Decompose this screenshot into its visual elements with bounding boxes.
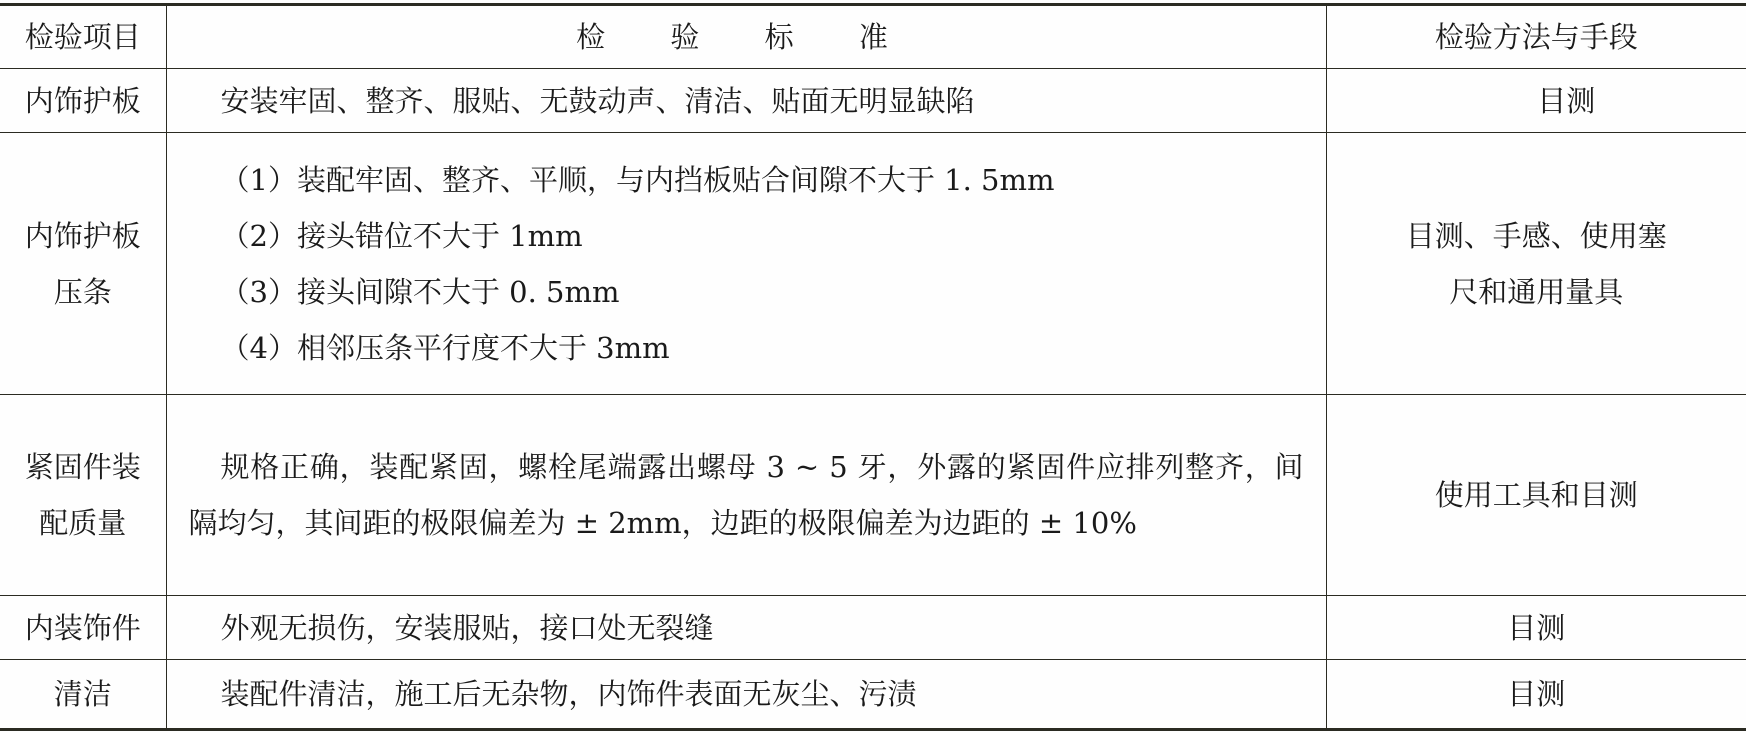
row-method-line: 目测、手感、使用塞 <box>1405 218 1667 253</box>
row-method: 使用工具和目测 <box>1326 395 1746 596</box>
table-header-row <box>0 5 1746 69</box>
row-method: 目测 <box>1326 660 1746 730</box>
standard-paragraph: 规格正确，装配紧固，螺栓尾端露出螺母 3 ~ 5 牙，外露的紧固件应排列整齐，间隔均匀，其间距的极限偏差为 ± 2mm，边距的极限偏差为边距的 ± 10% <box>188 450 1304 540</box>
row-item: 内装饰件 <box>0 596 166 660</box>
row-standard: 装配件清洁，施工后无杂物，内饰件表面无灰尘、污渍 <box>166 660 1326 730</box>
inspection-table <box>0 3 1746 731</box>
row-item-line: 压条 <box>53 274 112 309</box>
row-item-line: 内饰护板 <box>24 218 141 253</box>
row-item <box>0 133 166 395</box>
row-item-line: 紧固件装 <box>24 450 141 484</box>
row-standard <box>166 395 1326 596</box>
table-row <box>0 596 1746 660</box>
row-item: 内饰护板 <box>0 69 166 133</box>
table-row <box>0 660 1746 730</box>
row-method: 目测 <box>1326 596 1746 660</box>
row-item <box>0 395 166 596</box>
row-method: 目测 <box>1326 69 1746 133</box>
row-method <box>1326 133 1746 395</box>
header-item: 检验项目 <box>0 5 166 69</box>
standard-list-item: （4）相邻压条平行度不大于 3mm <box>220 330 670 365</box>
standard-list-item: （1）装配牢固、整齐、平顺，与内挡板贴合间隙不大于 1. 5mm <box>220 162 1055 197</box>
standard-list-item: （3）接头间隙不大于 0. 5mm <box>220 274 620 309</box>
standard-list-item: （2）接头错位不大于 1mm <box>220 218 583 253</box>
table-row <box>0 395 1746 596</box>
header-standard: 检 验 标 准 <box>166 5 1326 69</box>
row-method-line: 尺和通用量具 <box>1449 274 1624 309</box>
row-standard <box>166 133 1326 395</box>
row-standard: 外观无损伤，安装服贴，接口处无裂缝 <box>166 596 1326 660</box>
row-item: 清洁 <box>0 660 166 730</box>
row-item-line: 配质量 <box>39 506 127 540</box>
header-method: 检验方法与手段 <box>1326 5 1746 69</box>
table-row <box>0 69 1746 133</box>
row-standard: 安装牢固、整齐、服贴、无鼓动声、清洁、贴面无明显缺陷 <box>166 69 1326 133</box>
table-row <box>0 133 1746 395</box>
